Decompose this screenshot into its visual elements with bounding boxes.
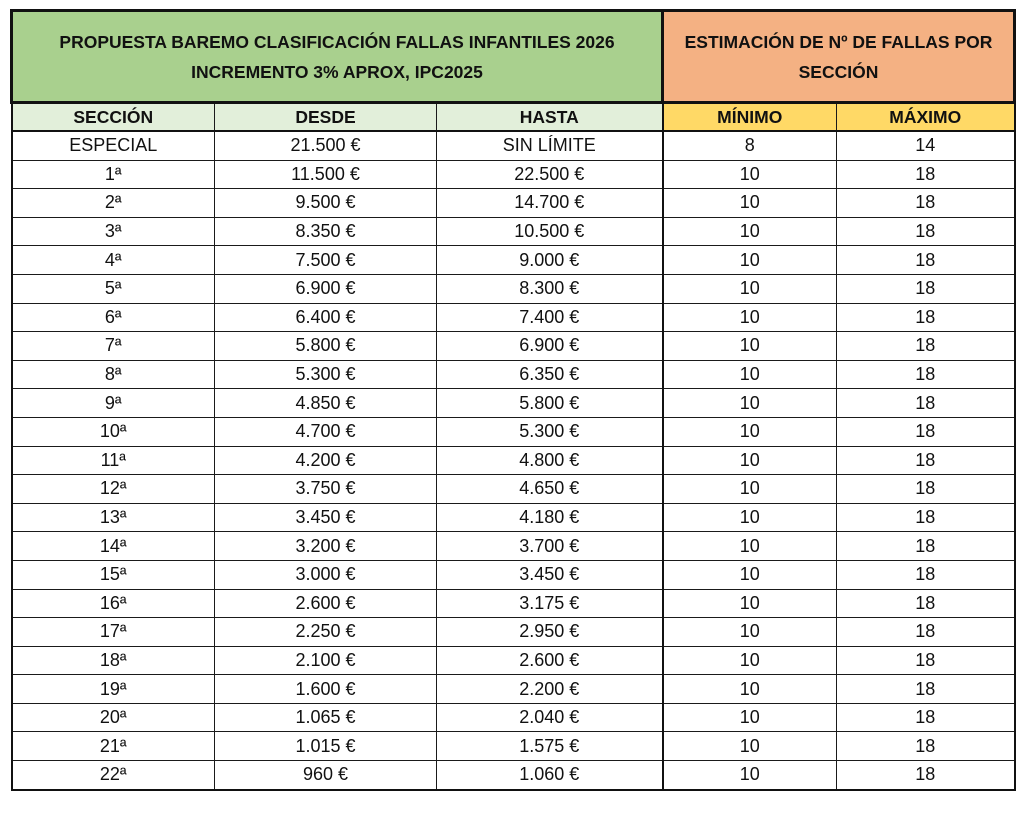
cell-minimo: 10 (663, 389, 837, 418)
cell-seccion: 16ª (12, 589, 215, 618)
table-row (12, 675, 1015, 704)
cell-hasta: 6.350 € (437, 360, 663, 389)
cell-maximo: 18 (837, 761, 1015, 790)
cell-hasta: 7.400 € (437, 303, 663, 332)
table-row (12, 703, 1015, 732)
table-row (12, 503, 1015, 532)
column-header-desde: DESDE (215, 103, 437, 132)
cell-minimo: 10 (663, 332, 837, 361)
cell-maximo: 14 (837, 131, 1015, 160)
cell-desde: 1.065 € (215, 703, 437, 732)
cell-maximo: 18 (837, 446, 1015, 475)
cell-desde: 4.200 € (215, 446, 437, 475)
cell-desde: 2.250 € (215, 618, 437, 647)
table-row (12, 732, 1015, 761)
table-row (12, 332, 1015, 361)
cell-desde: 4.850 € (215, 389, 437, 418)
cell-desde: 2.600 € (215, 589, 437, 618)
cell-seccion: 15ª (12, 560, 215, 589)
cell-minimo: 10 (663, 189, 837, 218)
cell-hasta: 1.060 € (437, 761, 663, 790)
column-header-maximo: MÁXIMO (837, 103, 1015, 132)
cell-hasta: 3.450 € (437, 560, 663, 589)
cell-desde: 9.500 € (215, 189, 437, 218)
cell-desde: 11.500 € (215, 160, 437, 189)
table-row (12, 303, 1015, 332)
cell-hasta: SIN LÍMITE (437, 131, 663, 160)
table-row (12, 560, 1015, 589)
table-row (12, 360, 1015, 389)
cell-desde: 3.450 € (215, 503, 437, 532)
cell-maximo: 18 (837, 389, 1015, 418)
cell-minimo: 10 (663, 446, 837, 475)
cell-seccion: 17ª (12, 618, 215, 647)
cell-seccion: 4ª (12, 246, 215, 275)
cell-hasta: 1.575 € (437, 732, 663, 761)
cell-maximo: 18 (837, 189, 1015, 218)
cell-maximo: 18 (837, 532, 1015, 561)
cell-seccion: 21ª (12, 732, 215, 761)
cell-seccion: 3ª (12, 217, 215, 246)
table-row (12, 475, 1015, 504)
cell-desde: 2.100 € (215, 646, 437, 675)
cell-maximo: 18 (837, 618, 1015, 647)
table-row (12, 274, 1015, 303)
cell-maximo: 18 (837, 503, 1015, 532)
cell-hasta: 22.500 € (437, 160, 663, 189)
cell-minimo: 10 (663, 274, 837, 303)
cell-desde: 1.600 € (215, 675, 437, 704)
cell-seccion: 14ª (12, 532, 215, 561)
cell-minimo: 10 (663, 360, 837, 389)
cell-minimo: 10 (663, 475, 837, 504)
cell-desde: 960 € (215, 761, 437, 790)
column-header-seccion: SECCIÓN (12, 103, 215, 132)
cell-hasta: 9.000 € (437, 246, 663, 275)
cell-maximo: 18 (837, 560, 1015, 589)
cell-seccion: 7ª (12, 332, 215, 361)
cell-seccion: 12ª (12, 475, 215, 504)
cell-maximo: 18 (837, 646, 1015, 675)
table-row (12, 532, 1015, 561)
table-row (12, 618, 1015, 647)
table-row (12, 417, 1015, 446)
cell-minimo: 10 (663, 732, 837, 761)
cell-hasta: 2.040 € (437, 703, 663, 732)
table-row (12, 389, 1015, 418)
cell-minimo: 10 (663, 532, 837, 561)
cell-desde: 21.500 € (215, 131, 437, 160)
table-row (12, 160, 1015, 189)
cell-minimo: 10 (663, 160, 837, 189)
cell-seccion: ESPECIAL (12, 131, 215, 160)
cell-minimo: 10 (663, 675, 837, 704)
cell-minimo: 10 (663, 303, 837, 332)
cell-seccion: 9ª (12, 389, 215, 418)
cell-seccion: 11ª (12, 446, 215, 475)
cell-desde: 6.900 € (215, 274, 437, 303)
cell-seccion: 8ª (12, 360, 215, 389)
cell-minimo: 10 (663, 503, 837, 532)
cell-maximo: 18 (837, 417, 1015, 446)
cell-seccion: 19ª (12, 675, 215, 704)
table-row (12, 589, 1015, 618)
cell-maximo: 18 (837, 303, 1015, 332)
cell-hasta: 10.500 € (437, 217, 663, 246)
cell-minimo: 10 (663, 417, 837, 446)
cell-desde: 5.800 € (215, 332, 437, 361)
cell-maximo: 18 (837, 217, 1015, 246)
cell-maximo: 18 (837, 360, 1015, 389)
column-header-minimo: MÍNIMO (663, 103, 837, 132)
cell-minimo: 10 (663, 703, 837, 732)
table-row (12, 446, 1015, 475)
cell-desde: 3.750 € (215, 475, 437, 504)
cell-desde: 7.500 € (215, 246, 437, 275)
table-row (12, 761, 1015, 790)
cell-minimo: 8 (663, 131, 837, 160)
cell-seccion: 20ª (12, 703, 215, 732)
cell-maximo: 18 (837, 589, 1015, 618)
cell-desde: 5.300 € (215, 360, 437, 389)
cell-minimo: 10 (663, 560, 837, 589)
table-title: PROPUESTA BAREMO CLASIFICACIÓN FALLAS INFANTILES 2026 INCREMENTO 3% APROX, IPC2025 (12, 11, 663, 103)
cell-maximo: 18 (837, 332, 1015, 361)
cell-maximo: 18 (837, 703, 1015, 732)
cell-hasta: 3.175 € (437, 589, 663, 618)
cell-minimo: 10 (663, 646, 837, 675)
cell-desde: 1.015 € (215, 732, 437, 761)
cell-maximo: 18 (837, 475, 1015, 504)
table-row (12, 131, 1015, 160)
cell-maximo: 18 (837, 274, 1015, 303)
cell-maximo: 18 (837, 246, 1015, 275)
table-row (12, 217, 1015, 246)
cell-desde: 4.700 € (215, 417, 437, 446)
cell-seccion: 6ª (12, 303, 215, 332)
cell-minimo: 10 (663, 217, 837, 246)
cell-maximo: 18 (837, 675, 1015, 704)
cell-seccion: 10ª (12, 417, 215, 446)
cell-desde: 6.400 € (215, 303, 437, 332)
cell-hasta: 5.300 € (437, 417, 663, 446)
table-row (12, 646, 1015, 675)
title-row (12, 11, 1015, 103)
cell-minimo: 10 (663, 618, 837, 647)
column-header-hasta: HASTA (437, 103, 663, 132)
cell-seccion: 18ª (12, 646, 215, 675)
cell-hasta: 6.900 € (437, 332, 663, 361)
cell-seccion: 5ª (12, 274, 215, 303)
cell-desde: 3.000 € (215, 560, 437, 589)
table-row (12, 246, 1015, 275)
cell-seccion: 22ª (12, 761, 215, 790)
cell-hasta: 2.600 € (437, 646, 663, 675)
table-body (12, 131, 1015, 790)
cell-hasta: 2.200 € (437, 675, 663, 704)
cell-maximo: 18 (837, 160, 1015, 189)
cell-hasta: 5.800 € (437, 389, 663, 418)
cell-minimo: 10 (663, 589, 837, 618)
cell-maximo: 18 (837, 732, 1015, 761)
cell-seccion: 13ª (12, 503, 215, 532)
cell-hasta: 2.950 € (437, 618, 663, 647)
cell-hasta: 3.700 € (437, 532, 663, 561)
cell-hasta: 4.180 € (437, 503, 663, 532)
cell-desde: 8.350 € (215, 217, 437, 246)
column-header-row (12, 103, 1015, 132)
cell-hasta: 14.700 € (437, 189, 663, 218)
estimate-title: ESTIMACIÓN DE Nº DE FALLAS POR SECCIÓN (663, 11, 1015, 103)
cell-seccion: 1ª (12, 160, 215, 189)
table-row (12, 189, 1015, 218)
cell-seccion: 2ª (12, 189, 215, 218)
cell-minimo: 10 (663, 246, 837, 275)
cell-hasta: 4.800 € (437, 446, 663, 475)
cell-hasta: 8.300 € (437, 274, 663, 303)
cell-desde: 3.200 € (215, 532, 437, 561)
cell-hasta: 4.650 € (437, 475, 663, 504)
baremo-table (10, 9, 1016, 791)
cell-minimo: 10 (663, 761, 837, 790)
